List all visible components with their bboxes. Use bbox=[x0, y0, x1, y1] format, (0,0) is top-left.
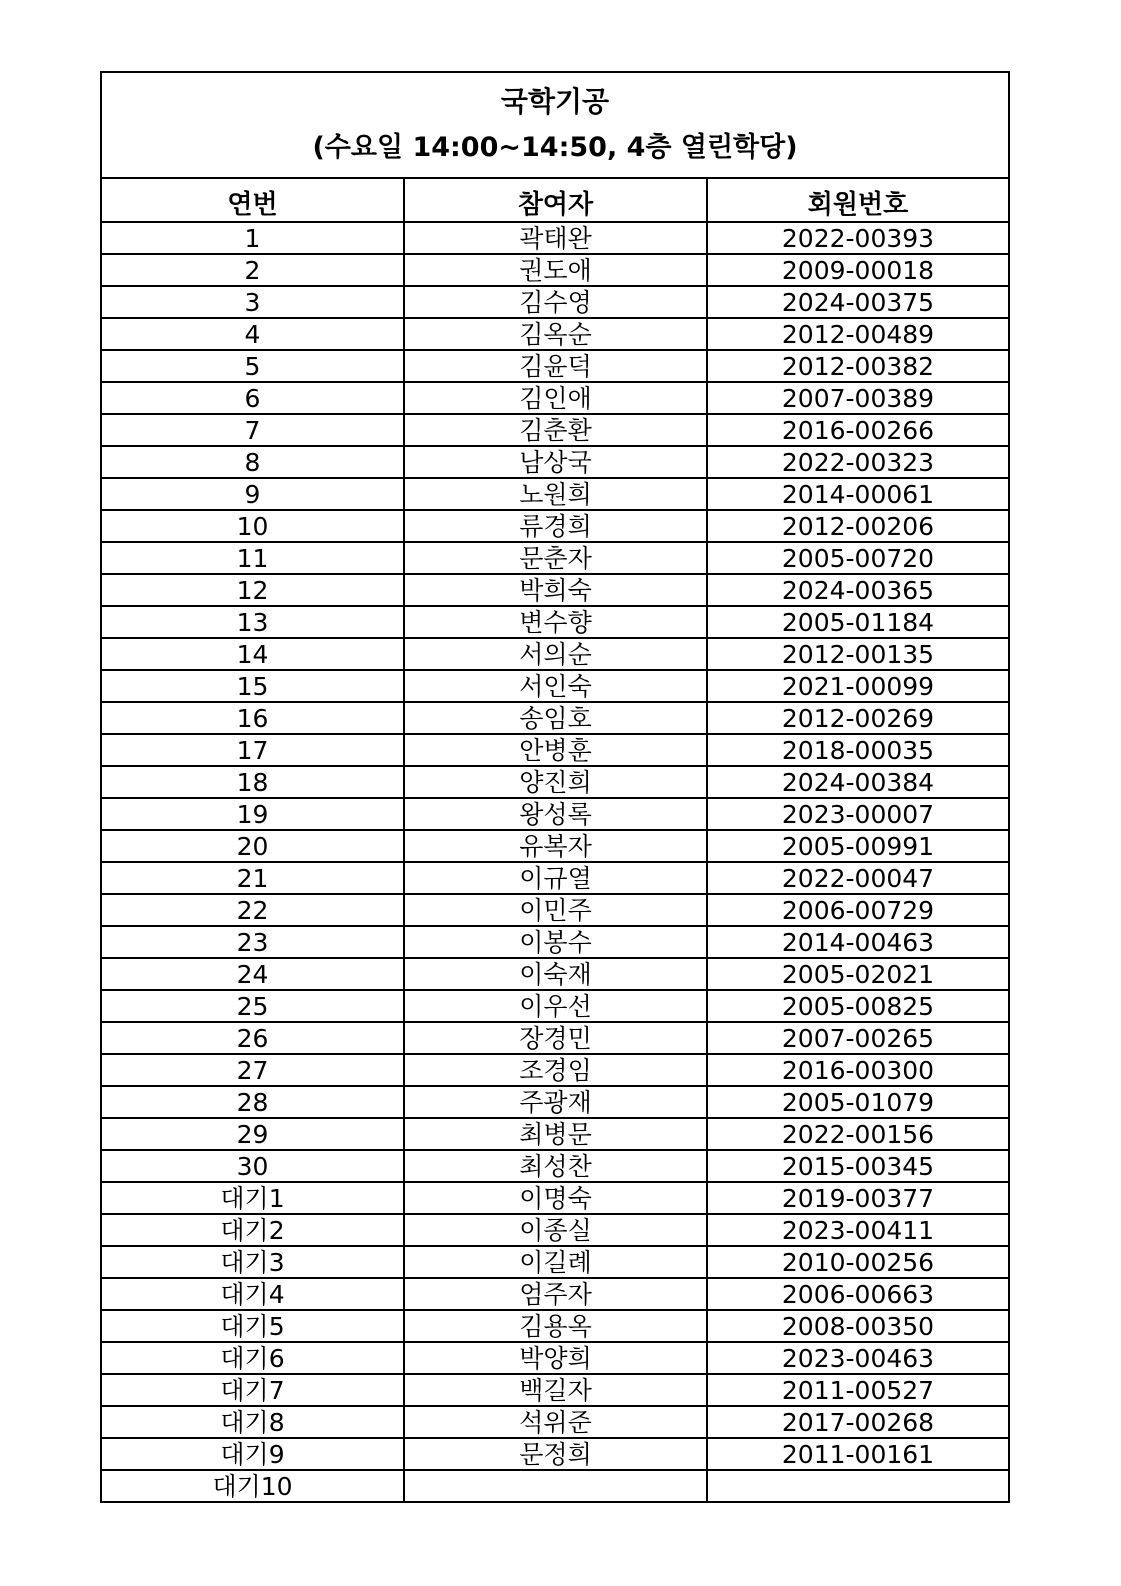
table-row bbox=[102, 1214, 1008, 1246]
member-id-cell: 2023-00463 bbox=[707, 1342, 1008, 1374]
participant-name-cell: 유복자 bbox=[404, 830, 707, 862]
member-id-cell: 2012-00489 bbox=[707, 318, 1008, 350]
member-id-cell: 2005-01184 bbox=[707, 606, 1008, 638]
member-id-cell: 2011-00527 bbox=[707, 1374, 1008, 1406]
participant-name-cell: 조경임 bbox=[404, 1054, 707, 1086]
participant-name-cell: 왕성록 bbox=[404, 798, 707, 830]
participant-name-cell: 이우선 bbox=[404, 990, 707, 1022]
table-row bbox=[102, 1342, 1008, 1374]
row-number-cell: 7 bbox=[102, 414, 404, 446]
member-id-cell: 2017-00268 bbox=[707, 1406, 1008, 1438]
table-row bbox=[102, 1118, 1008, 1150]
table-row bbox=[102, 638, 1008, 670]
member-id-cell: 2019-00377 bbox=[707, 1182, 1008, 1214]
member-id-cell: 2016-00266 bbox=[707, 414, 1008, 446]
table-row bbox=[102, 1086, 1008, 1118]
table-row bbox=[102, 1022, 1008, 1054]
participant-name-cell: 김옥순 bbox=[404, 318, 707, 350]
participant-name-cell: 이명숙 bbox=[404, 1182, 707, 1214]
row-number-cell: 27 bbox=[102, 1054, 404, 1086]
row-number-cell: 대기7 bbox=[102, 1374, 404, 1406]
participant-name-cell: 장경민 bbox=[404, 1022, 707, 1054]
table-row bbox=[102, 734, 1008, 766]
table-row bbox=[102, 1278, 1008, 1310]
row-number-cell: 1 bbox=[102, 222, 404, 254]
member-id-cell: 2021-00099 bbox=[707, 670, 1008, 702]
member-id-cell: 2005-00720 bbox=[707, 542, 1008, 574]
row-number-cell: 16 bbox=[102, 702, 404, 734]
member-id-cell: 2006-00729 bbox=[707, 894, 1008, 926]
participant-name-cell: 백길자 bbox=[404, 1374, 707, 1406]
participant-name-cell: 박양희 bbox=[404, 1342, 707, 1374]
member-id-cell: 2022-00047 bbox=[707, 862, 1008, 894]
row-number-cell: 21 bbox=[102, 862, 404, 894]
row-number-cell: 11 bbox=[102, 542, 404, 574]
row-number-cell: 대기4 bbox=[102, 1278, 404, 1310]
row-number-cell: 22 bbox=[102, 894, 404, 926]
row-number-cell: 대기9 bbox=[102, 1438, 404, 1470]
member-id-cell: 2005-02021 bbox=[707, 958, 1008, 990]
participant-name-cell: 이민주 bbox=[404, 894, 707, 926]
participant-name-cell bbox=[404, 1470, 707, 1501]
table-row bbox=[102, 1470, 1008, 1501]
table-row bbox=[102, 670, 1008, 702]
row-number-cell: 19 bbox=[102, 798, 404, 830]
participant-name-cell: 최병문 bbox=[404, 1118, 707, 1150]
table-row bbox=[102, 798, 1008, 830]
member-id-cell: 2005-00825 bbox=[707, 990, 1008, 1022]
row-number-cell: 15 bbox=[102, 670, 404, 702]
table-row bbox=[102, 1374, 1008, 1406]
row-number-cell: 대기5 bbox=[102, 1310, 404, 1342]
header-row bbox=[102, 179, 1008, 222]
participant-name-cell: 이길례 bbox=[404, 1246, 707, 1278]
table-row bbox=[102, 510, 1008, 542]
participant-name-cell: 서의순 bbox=[404, 638, 707, 670]
participant-name-cell: 엄주자 bbox=[404, 1278, 707, 1310]
table-row bbox=[102, 894, 1008, 926]
table-row bbox=[102, 1246, 1008, 1278]
row-number-cell: 대기1 bbox=[102, 1182, 404, 1214]
member-id-cell: 2022-00156 bbox=[707, 1118, 1008, 1150]
row-number-cell: 12 bbox=[102, 574, 404, 606]
participant-name-cell: 송임호 bbox=[404, 702, 707, 734]
table-row bbox=[102, 1406, 1008, 1438]
title-block bbox=[102, 73, 1008, 179]
table-row bbox=[102, 862, 1008, 894]
table-row bbox=[102, 446, 1008, 478]
row-number-cell: 대기6 bbox=[102, 1342, 404, 1374]
row-number-cell: 25 bbox=[102, 990, 404, 1022]
participant-name-cell: 문춘자 bbox=[404, 542, 707, 574]
table-row bbox=[102, 350, 1008, 382]
participant-name-cell: 최성찬 bbox=[404, 1150, 707, 1182]
member-id-cell: 2008-00350 bbox=[707, 1310, 1008, 1342]
row-number-cell: 28 bbox=[102, 1086, 404, 1118]
member-id-cell: 2022-00393 bbox=[707, 222, 1008, 254]
member-id-cell: 2011-00161 bbox=[707, 1438, 1008, 1470]
participant-name-cell: 김인애 bbox=[404, 382, 707, 414]
member-id-cell: 2007-00265 bbox=[707, 1022, 1008, 1054]
table-row bbox=[102, 1438, 1008, 1470]
table-row bbox=[102, 766, 1008, 798]
table-row bbox=[102, 990, 1008, 1022]
table-row bbox=[102, 830, 1008, 862]
row-number-cell: 10 bbox=[102, 510, 404, 542]
participant-name-cell: 남상국 bbox=[404, 446, 707, 478]
member-id-cell: 2018-00035 bbox=[707, 734, 1008, 766]
table-row bbox=[102, 254, 1008, 286]
member-id-cell: 2015-00345 bbox=[707, 1150, 1008, 1182]
member-id-cell: 2007-00389 bbox=[707, 382, 1008, 414]
participant-name-cell: 주광재 bbox=[404, 1086, 707, 1118]
member-id-cell: 2012-00269 bbox=[707, 702, 1008, 734]
participant-name-cell: 박희숙 bbox=[404, 574, 707, 606]
table-row bbox=[102, 414, 1008, 446]
member-id-cell: 2024-00365 bbox=[707, 574, 1008, 606]
table-row bbox=[102, 478, 1008, 510]
row-number-cell: 13 bbox=[102, 606, 404, 638]
member-id-cell bbox=[707, 1470, 1008, 1501]
participant-name-cell: 곽태완 bbox=[404, 222, 707, 254]
participant-name-cell: 이숙재 bbox=[404, 958, 707, 990]
row-number-cell: 대기8 bbox=[102, 1406, 404, 1438]
member-id-cell: 2009-00018 bbox=[707, 254, 1008, 286]
participant-name-cell: 양진희 bbox=[404, 766, 707, 798]
row-number-cell: 14 bbox=[102, 638, 404, 670]
row-number-cell: 30 bbox=[102, 1150, 404, 1182]
participant-name-cell: 김용옥 bbox=[404, 1310, 707, 1342]
row-number-cell: 23 bbox=[102, 926, 404, 958]
member-id-cell: 2023-00411 bbox=[707, 1214, 1008, 1246]
participant-name-cell: 김윤덕 bbox=[404, 350, 707, 382]
table-row bbox=[102, 926, 1008, 958]
participant-name-cell: 권도애 bbox=[404, 254, 707, 286]
member-id-cell: 2024-00375 bbox=[707, 286, 1008, 318]
roster-table bbox=[102, 179, 1008, 1501]
row-number-cell: 3 bbox=[102, 286, 404, 318]
member-id-cell: 2014-00463 bbox=[707, 926, 1008, 958]
participant-name-cell: 석위준 bbox=[404, 1406, 707, 1438]
member-id-cell: 2010-00256 bbox=[707, 1246, 1008, 1278]
row-number-cell: 18 bbox=[102, 766, 404, 798]
table-row bbox=[102, 1310, 1008, 1342]
table-row bbox=[102, 382, 1008, 414]
table-row bbox=[102, 574, 1008, 606]
table-row bbox=[102, 318, 1008, 350]
participant-name-cell: 문정희 bbox=[404, 1438, 707, 1470]
table-row bbox=[102, 222, 1008, 254]
participant-name-cell: 김춘환 bbox=[404, 414, 707, 446]
member-id-cell: 2024-00384 bbox=[707, 766, 1008, 798]
member-id-cell: 2005-00991 bbox=[707, 830, 1008, 862]
row-number-cell: 20 bbox=[102, 830, 404, 862]
member-id-cell: 2012-00135 bbox=[707, 638, 1008, 670]
table-row bbox=[102, 1054, 1008, 1086]
participant-name-cell: 이종실 bbox=[404, 1214, 707, 1246]
table-row bbox=[102, 286, 1008, 318]
member-id-cell: 2012-00382 bbox=[707, 350, 1008, 382]
row-number-cell: 대기2 bbox=[102, 1214, 404, 1246]
row-number-cell: 9 bbox=[102, 478, 404, 510]
member-id-cell: 2006-00663 bbox=[707, 1278, 1008, 1310]
table-row bbox=[102, 702, 1008, 734]
row-number-cell: 대기3 bbox=[102, 1246, 404, 1278]
row-number-cell: 대기10 bbox=[102, 1470, 404, 1501]
table-row bbox=[102, 958, 1008, 990]
participant-name-cell: 변수향 bbox=[404, 606, 707, 638]
row-number-cell: 24 bbox=[102, 958, 404, 990]
participant-name-cell: 이규열 bbox=[404, 862, 707, 894]
row-number-cell: 2 bbox=[102, 254, 404, 286]
member-id-cell: 2005-01079 bbox=[707, 1086, 1008, 1118]
row-number-cell: 5 bbox=[102, 350, 404, 382]
participant-name-cell: 서인숙 bbox=[404, 670, 707, 702]
member-id-cell: 2022-00323 bbox=[707, 446, 1008, 478]
page-subtitle: (수요일 14:00~14:50, 4층 열린학당) bbox=[312, 132, 798, 163]
participant-name-cell: 안병훈 bbox=[404, 734, 707, 766]
row-number-cell: 4 bbox=[102, 318, 404, 350]
row-number-cell: 8 bbox=[102, 446, 404, 478]
column-header-participant: 참여자 bbox=[404, 179, 707, 222]
table-row bbox=[102, 1150, 1008, 1182]
member-id-cell: 2014-00061 bbox=[707, 478, 1008, 510]
column-header-no: 연번 bbox=[102, 179, 404, 222]
participant-name-cell: 이봉수 bbox=[404, 926, 707, 958]
table-row bbox=[102, 606, 1008, 638]
row-number-cell: 6 bbox=[102, 382, 404, 414]
row-number-cell: 26 bbox=[102, 1022, 404, 1054]
row-number-cell: 29 bbox=[102, 1118, 404, 1150]
participant-name-cell: 류경희 bbox=[404, 510, 707, 542]
roster-body bbox=[102, 222, 1008, 1501]
member-id-cell: 2012-00206 bbox=[707, 510, 1008, 542]
table-row bbox=[102, 1182, 1008, 1214]
member-id-cell: 2023-00007 bbox=[707, 798, 1008, 830]
participant-name-cell: 김수영 bbox=[404, 286, 707, 318]
table-row bbox=[102, 542, 1008, 574]
page-title: 국학기공 bbox=[500, 85, 610, 118]
participant-name-cell: 노원희 bbox=[404, 478, 707, 510]
row-number-cell: 17 bbox=[102, 734, 404, 766]
column-header-member-id: 회원번호 bbox=[707, 179, 1008, 222]
roster-sheet bbox=[100, 71, 1010, 1503]
member-id-cell: 2016-00300 bbox=[707, 1054, 1008, 1086]
